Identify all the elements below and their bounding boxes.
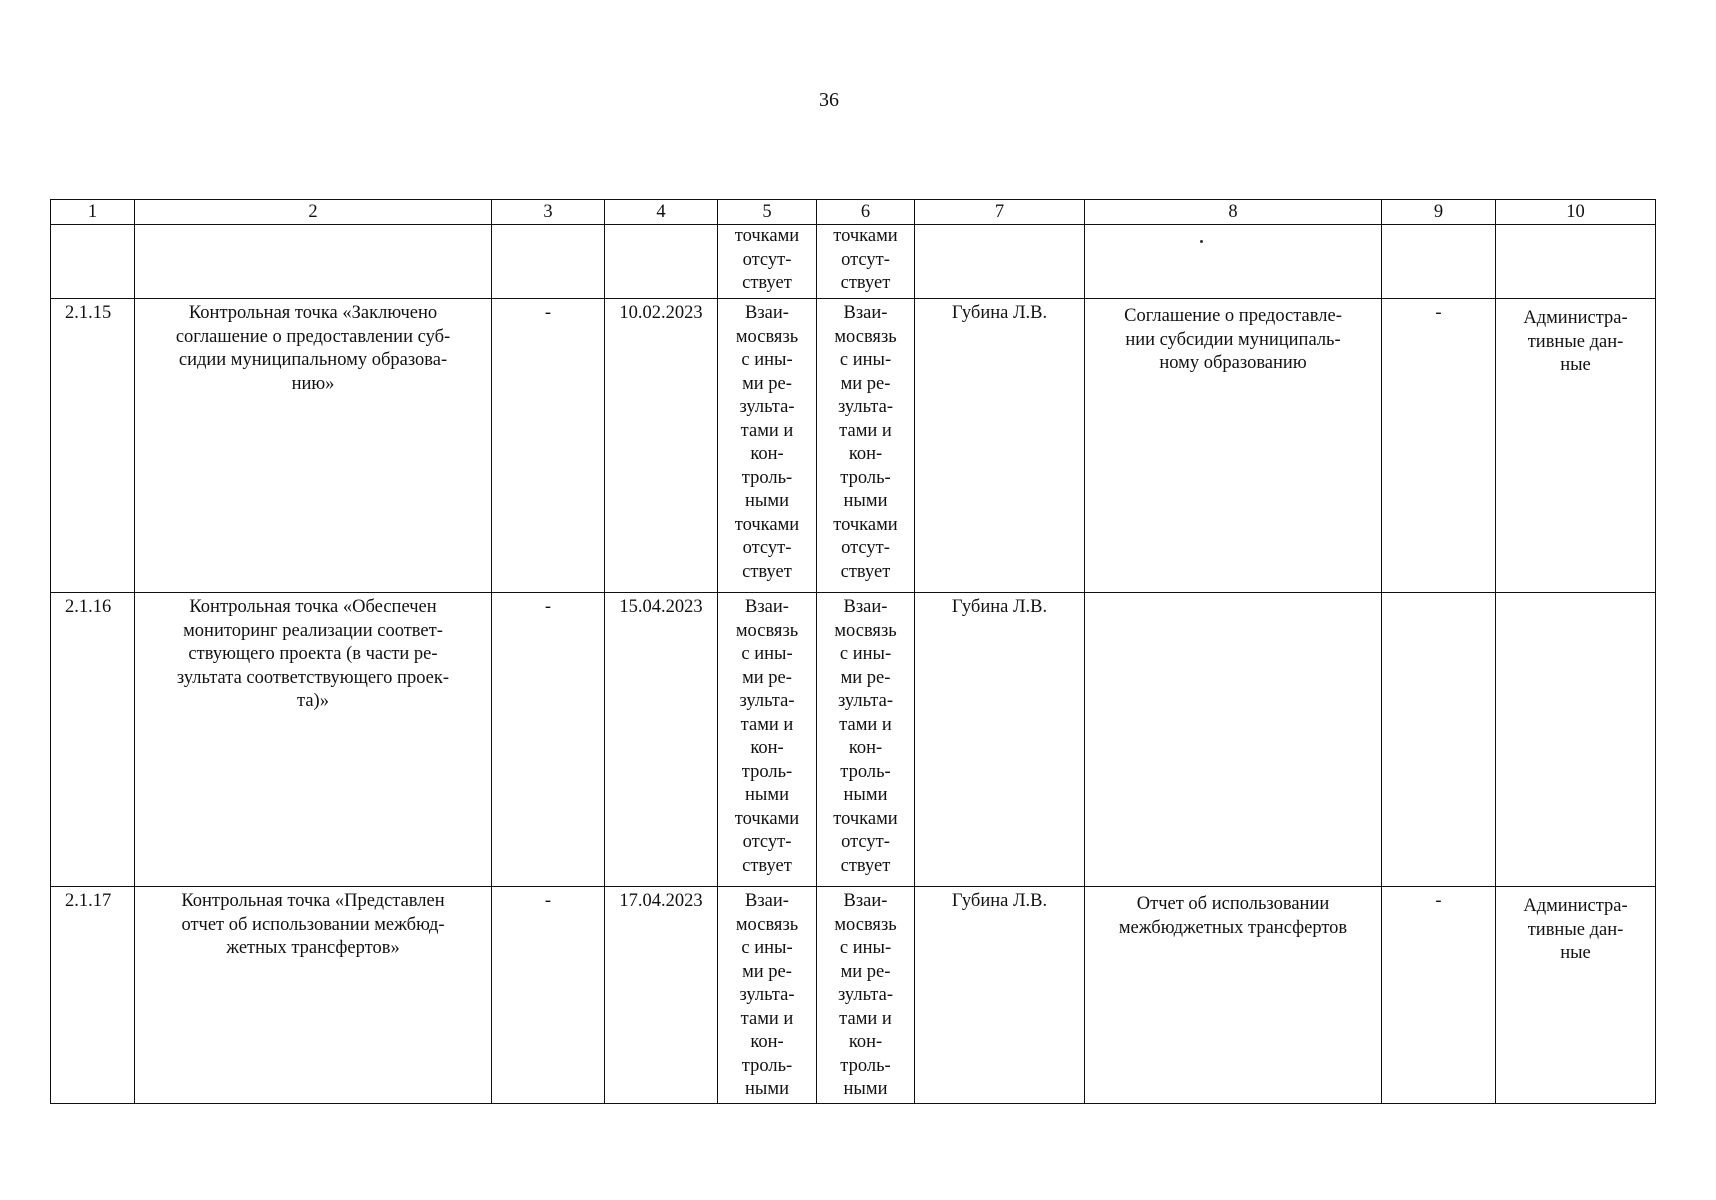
cell-text-line: точками [734, 226, 800, 246]
cell-text-line: мосвязь [834, 326, 897, 347]
cell-text-line: Взаи- [745, 303, 789, 323]
cell-text-line: тами и [740, 1008, 794, 1029]
cell-text-line: зульта- [739, 691, 795, 711]
col3-value: - [492, 299, 605, 593]
responsible-person: Губина Л.В. [915, 887, 1085, 1104]
cell-text-line: Взаи- [843, 597, 888, 617]
relation-col5 [718, 593, 817, 887]
cell-text-line: Администра- [1523, 308, 1628, 328]
cell-text-line: Взаи- [843, 891, 888, 911]
cell-text-line: та)» [297, 691, 329, 711]
cell-text-line: ными [843, 1079, 888, 1099]
cell-text-line: Отчет об использовании [1136, 894, 1330, 914]
cell-text-line: с ины- [839, 350, 892, 370]
cell-text-line: точками [833, 514, 898, 535]
cell-text-line: ные [1560, 943, 1591, 963]
cell-text-line: точками [833, 808, 898, 829]
cell-text-line: ными [745, 491, 789, 511]
cell-text-line: зульта- [837, 691, 893, 711]
cell-text-line: точками [734, 808, 800, 829]
cont-relation-col6 [817, 225, 915, 299]
cell-text-line: соглашение о предоставлении суб- [175, 326, 451, 347]
cont-cell-8 [1085, 225, 1382, 299]
row-number: 2.1.16 [51, 593, 135, 887]
responsible-person: Губина Л.В. [915, 593, 1085, 887]
cell-text-line: межбюджетных трансфертов [1118, 917, 1348, 938]
cell-text-line: тами и [740, 420, 794, 441]
cell-text-line: отчет об использовании межбюд- [181, 914, 445, 935]
table-row [51, 299, 1656, 593]
cell-text-line: с ины- [741, 938, 793, 958]
cell-text-line: мосвязь [834, 620, 897, 641]
cell-text-line: ми ре- [840, 961, 891, 982]
header-col-4: 4 [605, 200, 718, 225]
cell-text-line: с ины- [741, 644, 793, 664]
cell-text-line: троль- [840, 467, 891, 488]
cell-text-line: мониторинг реализации соответ- [183, 620, 443, 641]
col9-value [1382, 593, 1496, 887]
cell-text-line: зульта- [739, 397, 795, 417]
cell-text-line: тивные дан- [1527, 919, 1624, 940]
cell-text-line: отсут- [841, 832, 890, 852]
relation-col5 [718, 299, 817, 593]
confirming-document [1085, 887, 1382, 1104]
cell-text-line: Взаи- [843, 303, 888, 323]
cell-text-line: ми ре- [840, 667, 891, 688]
cell-text-line: нию» [291, 373, 335, 394]
header-col-7: 7 [915, 200, 1085, 225]
cell-text-line: зульта- [739, 985, 795, 1005]
cell-text-line: тами и [740, 714, 794, 735]
cell-text-line: точками [734, 514, 800, 535]
cell-text-line: Взаи- [745, 597, 789, 617]
information-source [1496, 593, 1656, 887]
cell-text-line: ствует [742, 855, 792, 876]
cell-text-line: ными [843, 785, 888, 805]
control-point-name [135, 593, 492, 887]
col3-value: - [492, 887, 605, 1104]
deadline-date: 17.04.2023 [605, 887, 718, 1104]
control-point-name [135, 887, 492, 1104]
cont-cell-3 [492, 225, 605, 299]
table-row [51, 887, 1656, 1104]
cell-text-line: ными [745, 785, 789, 805]
cell-text-line: ными [843, 491, 888, 511]
cell-text-line: кон- [750, 1032, 784, 1052]
header-col-6: 6 [817, 200, 915, 225]
cont-cell-2 [135, 225, 492, 299]
header-col-3: 3 [492, 200, 605, 225]
cell-text-line: кон- [848, 1032, 883, 1052]
cell-text-line: нии субсидии муниципаль- [1125, 329, 1341, 350]
relation-col6 [817, 593, 915, 887]
control-points-table [50, 199, 1656, 1104]
cell-text-line: отсут- [742, 538, 792, 558]
cell-text-line: отсут- [742, 249, 792, 270]
cell-text-line: ми ре- [742, 961, 792, 982]
cell-text-line: ствует [742, 273, 792, 293]
control-point-name [135, 299, 492, 593]
cell-text-line: ствует [840, 855, 891, 876]
cell-text-line: мосвязь [735, 914, 799, 935]
cell-text-line: отсут- [841, 249, 890, 270]
cell-text-line: отсут- [742, 832, 792, 852]
cont-cell-4 [605, 225, 718, 299]
relation-col6 [817, 299, 915, 593]
cell-text-line: троль- [840, 761, 891, 782]
cell-text-line: Соглашение о предоставле- [1124, 306, 1342, 326]
continuation-row [51, 225, 1656, 299]
cell-text-line: тами и [839, 1008, 892, 1029]
cell-text-line: зульта- [837, 397, 893, 417]
cell-text-line: зульта- [837, 985, 893, 1005]
cell-text-line: троль- [741, 1055, 793, 1076]
cell-text-line: с ины- [839, 644, 892, 664]
cell-text-line: тивные дан- [1527, 331, 1624, 352]
cell-text-line: Контрольная точка «Заключено [188, 303, 438, 323]
cell-text-line: ствует [742, 561, 792, 582]
responsible-person: Губина Л.В. [915, 299, 1085, 593]
cont-cell-1 [51, 225, 135, 299]
confirming-document [1085, 299, 1382, 593]
cell-text-line: кон- [848, 738, 883, 758]
header-col-5: 5 [718, 200, 817, 225]
cell-text-line: ному образованию [1159, 353, 1307, 373]
table-row [51, 593, 1656, 887]
cell-text-line: ми ре- [742, 667, 792, 688]
cell-text-line: мосвязь [834, 914, 897, 935]
cell-text-line: троль- [840, 1055, 891, 1076]
cont-cell-7 [915, 225, 1085, 299]
cell-text-line: ствует [840, 273, 891, 293]
header-col-8: 8 [1085, 200, 1382, 225]
cell-text-line: тами и [839, 420, 892, 441]
header-col-10: 10 [1496, 200, 1656, 225]
col9-value: - [1382, 299, 1496, 593]
header-col-9: 9 [1382, 200, 1496, 225]
row-number: 2.1.17 [51, 887, 135, 1104]
column-number-header-row [51, 200, 1656, 225]
cell-text-line: ными [745, 1079, 789, 1099]
confirming-document [1085, 593, 1382, 887]
col9-value: - [1382, 887, 1496, 1104]
cont-relation-col5 [718, 225, 817, 299]
cell-text-line: жетных трансфертов» [226, 938, 400, 958]
cell-text-line: тами и [839, 714, 892, 735]
cell-text-line: кон- [848, 444, 883, 464]
cell-text-line: мосвязь [735, 326, 799, 347]
row-number: 2.1.15 [51, 299, 135, 593]
cell-text-line: кон- [750, 738, 784, 758]
cell-text-line: мосвязь [735, 620, 799, 641]
cont-cell-9 [1382, 225, 1496, 299]
cell-text-line: точками [833, 226, 898, 246]
cell-text-line: Администра- [1523, 896, 1628, 916]
cell-text-line: ные [1560, 355, 1591, 375]
header-col-2: 2 [135, 200, 492, 225]
information-source [1496, 887, 1656, 1104]
cell-text-line: ми ре- [742, 373, 792, 394]
cell-text-line: ми ре- [840, 373, 891, 394]
cell-text-line: с ины- [839, 938, 892, 958]
cell-text-line: троль- [741, 761, 793, 782]
cell-text-line: зультата соответствующего проек- [176, 667, 450, 688]
cell-text-line: кон- [750, 444, 784, 464]
deadline-date: 10.02.2023 [605, 299, 718, 593]
relation-col5 [718, 887, 817, 1104]
cell-text-line: сидии муниципальному образова- [178, 350, 448, 370]
cell-text-line: ствует [840, 561, 891, 582]
cont-cell-10 [1496, 225, 1656, 299]
col3-value: - [492, 593, 605, 887]
cell-text-line: Контрольная точка «Представлен [181, 891, 445, 911]
relation-col6 [817, 887, 915, 1104]
cell-text-line: с ины- [741, 350, 793, 370]
cell-text-line: Контрольная точка «Обеспечен [189, 597, 437, 617]
cell-text-line: Взаи- [745, 891, 789, 911]
page-number: 36 [819, 89, 839, 111]
deadline-date: 15.04.2023 [605, 593, 718, 887]
cell-text-line: троль- [741, 467, 793, 488]
information-source [1496, 299, 1656, 593]
header-col-1: 1 [51, 200, 135, 225]
cell-text-line: ствующего проекта (в части ре- [188, 644, 438, 664]
cell-text-line: отсут- [841, 538, 890, 558]
